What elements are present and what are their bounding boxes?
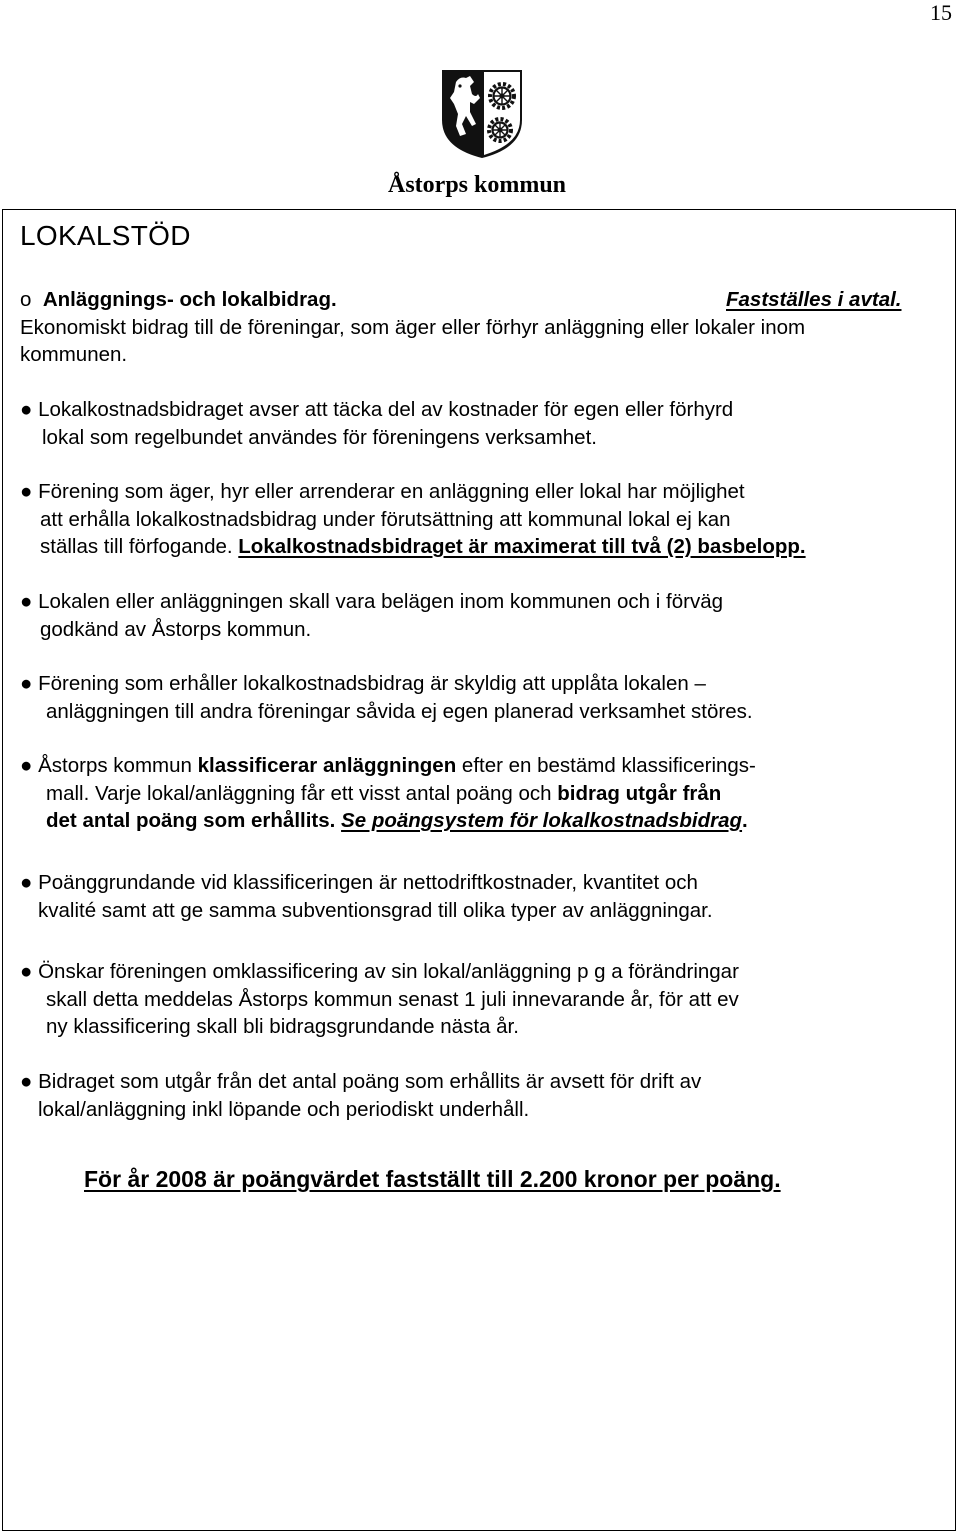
- classify-emphasis: klassificerar anläggningen: [197, 754, 457, 777]
- bullet-icon: ●: [20, 871, 33, 894]
- bullet-5-line-1: [20, 752, 756, 779]
- bullet-icon: ●: [20, 960, 33, 983]
- bullet-text: Lokalkostnadsbidraget avser att täcka del av kostnader för egen eller förhyrd: [38, 398, 734, 421]
- bullet-icon: ●: [20, 590, 33, 613]
- bullet-5-line-2: [46, 780, 721, 807]
- intro-desc-1: Ekonomiskt bidrag till de föreningar, som äger eller förhyr anläggning eller lokaler inom: [20, 316, 806, 339]
- bullet-text: mall. Varje lokal/anläggning får ett visst antal poäng och: [46, 782, 558, 805]
- max-amount-emphasis: Lokalkostnadsbidraget är maximerat till två (2) basbelopp.: [238, 535, 806, 558]
- bullet-icon: ●: [20, 672, 33, 695]
- intro-note: Fastställes i avtal.: [726, 288, 902, 311]
- intro-desc-2: kommunen.: [20, 343, 128, 366]
- page-number: 15: [930, 0, 952, 25]
- bullet-text: efter en bestämd klassificerings-: [456, 754, 756, 777]
- bullet-text: Lokalen eller anläggningen skall vara belägen inom kommunen och i förväg: [38, 590, 723, 613]
- intro-title-line: [20, 286, 337, 313]
- bullet-3-line-1: [20, 588, 723, 615]
- bullet-5-line-3: [46, 807, 748, 834]
- bullet-3-line-2: godkänd av Åstorps kommun.: [40, 618, 312, 641]
- bullet-2-line-1: [20, 478, 745, 505]
- bullet-icon: ●: [20, 398, 33, 421]
- bullet-8-line-1: [20, 1068, 701, 1095]
- bullet-2-line-3: [40, 533, 806, 560]
- bullet-7-line-1: [20, 958, 739, 985]
- bullet-6-line-1: [20, 869, 698, 896]
- bullet-text: Poänggrundande vid klassificeringen är nettodriftkostnader, kvantitet och: [38, 871, 698, 894]
- points-system-link[interactable]: Se poängsystem för lokalkostnadsbidrag: [341, 809, 743, 832]
- bullet-icon: ●: [20, 754, 33, 777]
- sentence-end: .: [742, 809, 748, 832]
- grant-emphasis: bidrag utgår från: [557, 782, 722, 805]
- bullet-1-line-1: [20, 396, 733, 423]
- intro-marker: o: [20, 288, 32, 311]
- grant-emphasis-cont: det antal poäng som erhållits.: [46, 809, 336, 832]
- bullet-7-line-3: ny klassificering skall bli bidragsgrundande nästa år.: [46, 1015, 519, 1038]
- bullet-text: Förening som erhåller lokalkostnadsbidrag är skyldig att upplåta lokalen –: [38, 672, 706, 695]
- bullet-8-line-2: lokal/anläggning inkl löpande och periodiskt underhåll.: [38, 1098, 530, 1121]
- bullet-2-line-2: att erhålla lokalkostnadsbidrag under förutsättning att kommunal lokal ej kan: [40, 508, 731, 531]
- coat-of-arms-icon: [440, 68, 524, 160]
- bullet-6-line-2: kvalité samt att ge samma subventionsgrad till olika typer av anläggningar.: [38, 899, 713, 922]
- bullet-text: Önskar föreningen omklassificering av sin lokal/anläggning p g a förändringar: [38, 960, 739, 983]
- bullet-text: Åstorps kommun: [38, 754, 198, 777]
- bullet-4-line-1: [20, 670, 706, 697]
- bullet-text: ställas till förfogande.: [40, 535, 233, 558]
- bullet-text: Förening som äger, hyr eller arrenderar en anläggning eller lokal har möjlighet: [38, 480, 745, 503]
- bullet-icon: ●: [20, 1070, 33, 1093]
- bullet-4-line-2: anläggningen till andra föreningar såvida ej egen planerad verksamhet störes.: [46, 700, 753, 723]
- bullet-7-line-2: skall detta meddelas Åstorps kommun senast 1 juli innevarande år, för att ev: [46, 988, 739, 1011]
- intro-title: Anläggnings- och lokalbidrag.: [42, 288, 337, 311]
- points-value-statement: För år 2008 är poängvärdet fastställt till 2.200 kronor per poäng.: [84, 1166, 781, 1192]
- bullet-text: Bidraget som utgår från det antal poäng som erhållits är avsett för drift av: [38, 1070, 702, 1093]
- bullet-icon: ●: [20, 480, 33, 503]
- org-name: Åstorps kommun: [388, 172, 567, 198]
- page-title: LOKALSTÖD: [20, 220, 191, 251]
- bullet-1-line-2: lokal som regelbundet användes för föreningens verksamhet.: [42, 426, 597, 449]
